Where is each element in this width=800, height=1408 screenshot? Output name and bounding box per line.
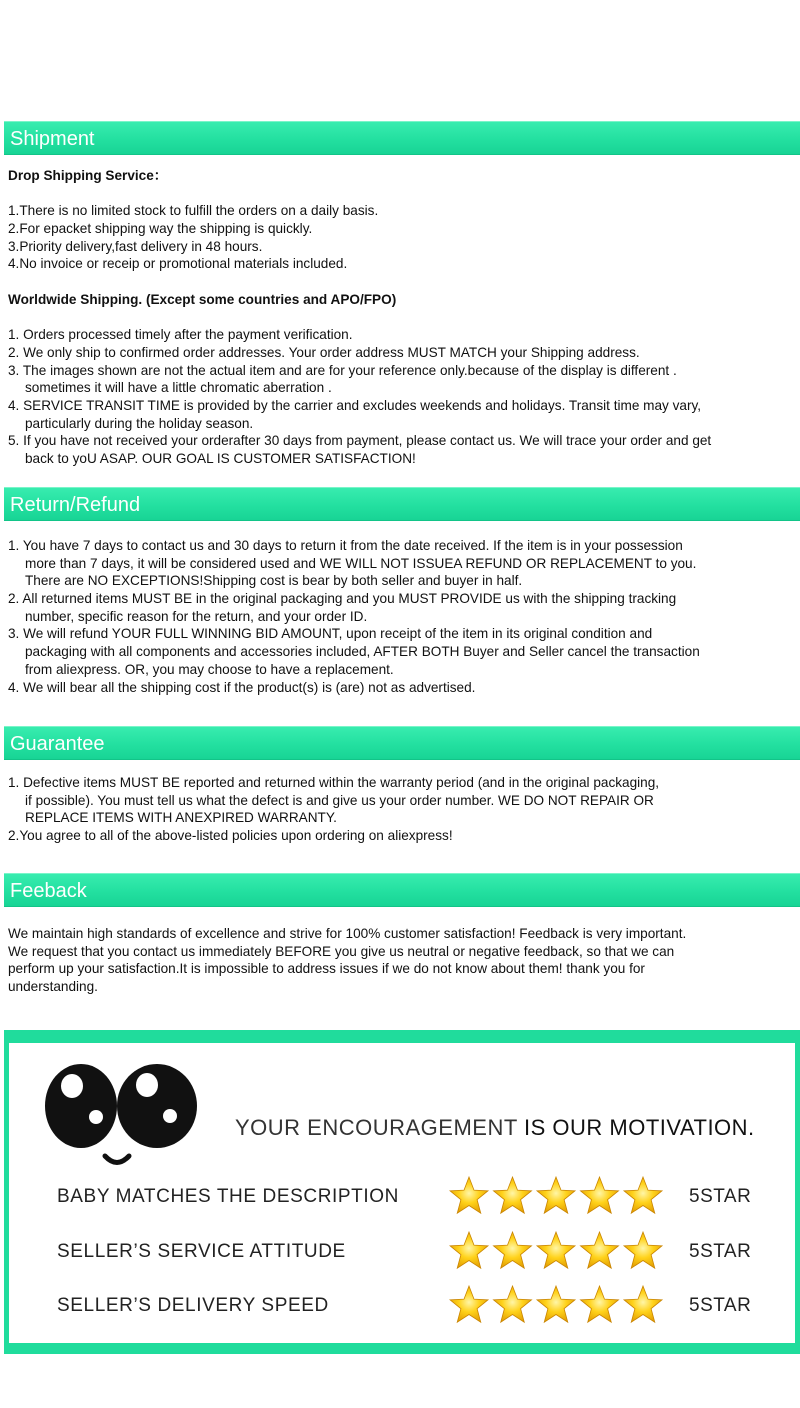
smiley-eyes-icon: [39, 1051, 209, 1171]
feedback-line: We request that you contact us immediately BEFORE you give us neutral or negative feedback, so that we can: [8, 943, 675, 959]
refund-header: [4, 487, 800, 521]
drop-shipping-heading: Drop Shipping Service：: [8, 168, 168, 183]
star-icon: [493, 1232, 531, 1268]
refund-line: There are NO EXCEPTIONS!Shipping cost is bear by both seller and buyer in half.: [25, 573, 523, 589]
world-line: 1. Orders processed timely after the payment verification.: [8, 327, 353, 343]
star-icon: [624, 1177, 662, 1213]
guarantee-header: [4, 726, 800, 760]
world-line: 3. The images shown are not the actual item and are for your reference only.because of the display is different .: [8, 362, 677, 378]
rating-label: SELLER’S SERVICE ATTITUDE: [57, 1241, 346, 1262]
refund-line: 1. You have 7 days to contact us and 30 days to return it from the date received. If the item is in your possession: [8, 538, 683, 553]
drop-item: 1.There is no limited stock to fulfill the orders on a daily basis.: [8, 203, 379, 219]
drop-item: 3.Priority delivery,fast delivery in 48 hours.: [8, 238, 263, 254]
slogan-light: YOUR ENCOURAGEMENT: [235, 1115, 518, 1140]
world-line: 2. We only ship to confirmed order addresses. Your order address MUST MATCH your Shipping address.: [8, 344, 640, 360]
shipment-body: [8, 167, 798, 468]
feedback-line: We maintain high standards of excellence and strive for 100% customer satisfaction! Feedback is very important.: [8, 926, 687, 941]
star-icon: [580, 1177, 618, 1213]
shipment-title: Shipment: [10, 128, 95, 150]
guarantee-line: 2.You agree to all of the above-listed policies upon ordering on aliexpress!: [8, 828, 453, 844]
star-icon: [537, 1177, 575, 1213]
world-line: sometimes it will have a little chromatic aberration .: [25, 380, 332, 396]
drop-item: 2.For epacket shipping way the shipping is quickly.: [8, 221, 313, 237]
feedback-header: [4, 873, 800, 907]
refund-line: 2. All returned items MUST BE in the original packaging and you MUST PROVIDE us with the shipping tracking: [8, 591, 677, 607]
rating-value: 5STAR: [689, 1186, 752, 1207]
star-icon: [537, 1232, 575, 1268]
star-icon: [580, 1286, 618, 1322]
world-line: back to yoU ASAP. OUR GOAL IS CUSTOMER SATISFACTION!: [25, 451, 416, 466]
world-line: particularly during the holiday season.: [25, 415, 254, 431]
feedback-title: Feeback: [10, 880, 87, 902]
guarantee-line: REPLACE ITEMS WITH ANEXPIRED WARRANTY.: [25, 810, 337, 826]
worldwide-heading: Worldwide Shipping. (Except some countries and APO/FPO): [8, 291, 397, 307]
guarantee-line: if possible). You must tell us what the defect is and give us your order number. WE DO NOT REPAIR OR: [25, 792, 654, 808]
refund-line: more than 7 days, it will be considered used and WE WILL NOT ISSUEA REFUND OR REPLACEMENT to you.: [25, 555, 697, 571]
guarantee-body: [8, 774, 798, 845]
star-icon: [493, 1177, 531, 1213]
rating-row: [57, 1176, 777, 1216]
feedback-line: perform up your satisfaction.It is impossible to address issues if we do not know about them! thank you for: [8, 961, 645, 977]
rating-row: [57, 1285, 777, 1325]
guarantee-line: 1. Defective items MUST BE reported and returned within the warranty period (and in the original packaging,: [8, 775, 660, 790]
refund-line: 4. We will bear all the shipping cost if the product(s) is (are) not as advertised.: [8, 679, 476, 695]
star-icon: [624, 1286, 662, 1322]
refund-title: Return/Refund: [10, 494, 141, 516]
star-rating: [449, 1285, 665, 1325]
star-rating: [449, 1176, 665, 1216]
refund-body: [8, 537, 798, 696]
world-line: 5. If you have not received your orderafter 30 days from payment, please contact us. We will trace your order and get: [8, 433, 712, 449]
star-icon: [450, 1177, 488, 1213]
refund-line: number, specific reason for the return, and your order ID.: [25, 608, 368, 624]
star-icon: [624, 1232, 662, 1268]
rating-label: SELLER’S DELIVERY SPEED: [57, 1295, 329, 1316]
rating-value: 5STAR: [689, 1241, 752, 1262]
refund-line: from aliexpress. OR, you may choose to have a replacement.: [25, 661, 394, 677]
rating-label: BABY MATCHES THE DESCRIPTION: [57, 1186, 399, 1207]
rating-row: [57, 1231, 777, 1271]
refund-line: packaging with all components and accessories included, AFTER BOTH Buyer and Seller cancel the transaction: [25, 644, 700, 660]
shipment-header: [4, 121, 800, 155]
motivation-slogan: [235, 1115, 755, 1141]
star-icon: [450, 1232, 488, 1268]
star-icon: [450, 1286, 488, 1322]
drop-item: 4.No invoice or receip or promotional materials included.: [8, 256, 348, 272]
slogan-strong: IS OUR MOTIVATION.: [524, 1115, 755, 1140]
feedback-line: understanding.: [8, 979, 98, 995]
guarantee-title: Guarantee: [10, 733, 105, 755]
star-icon: [537, 1286, 575, 1322]
feedback-body: [8, 925, 798, 996]
motivation-panel: [9, 1043, 795, 1343]
rating-value: 5STAR: [689, 1295, 752, 1316]
star-icon: [580, 1232, 618, 1268]
refund-line: 3. We will refund YOUR FULL WINNING BID AMOUNT, upon receipt of the item in its original condition and: [8, 626, 653, 642]
world-line: 4. SERVICE TRANSIT TIME is provided by the carrier and excludes weekends and holidays. Transit time may vary,: [8, 397, 702, 413]
star-rating: [449, 1231, 665, 1271]
motivation-box: [4, 1030, 800, 1354]
star-icon: [493, 1286, 531, 1322]
